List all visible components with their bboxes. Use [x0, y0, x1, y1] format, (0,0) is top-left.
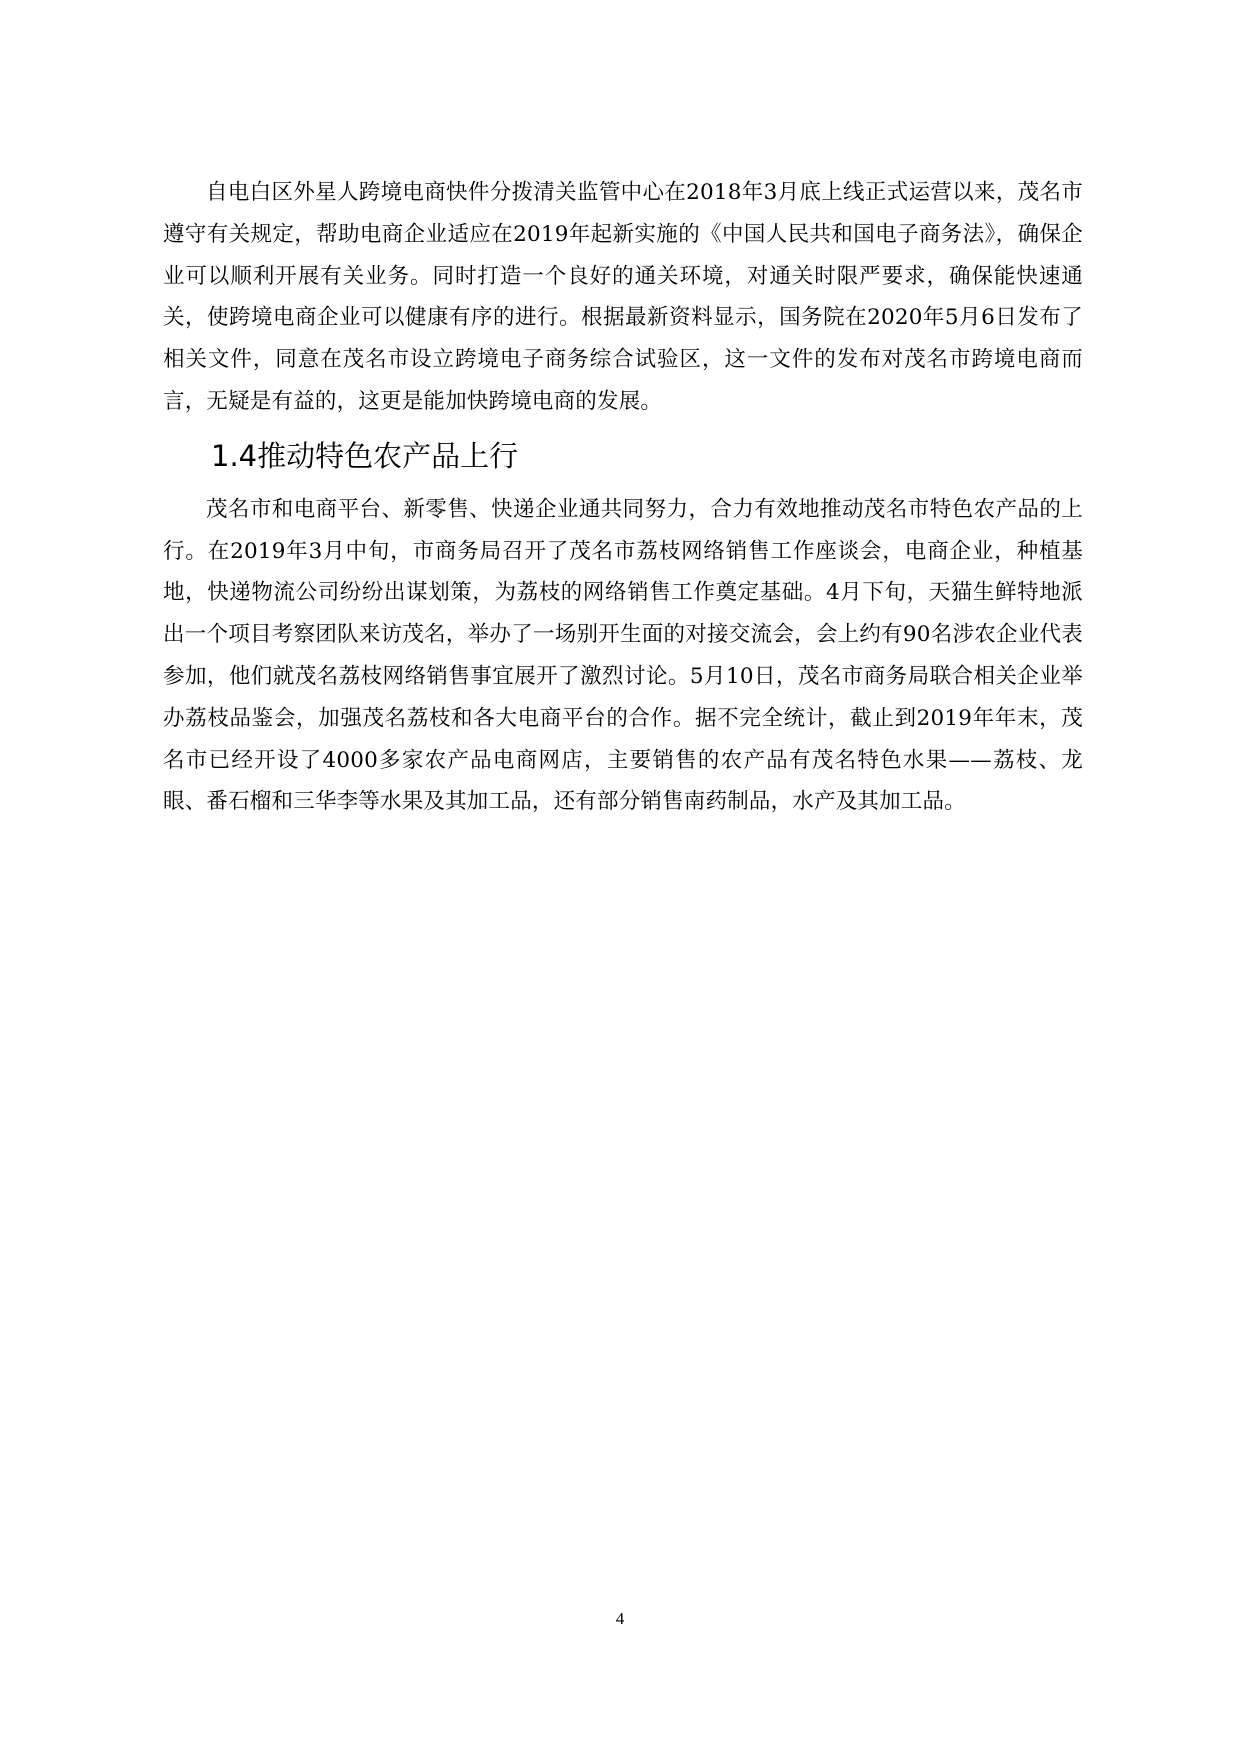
page-number: 4: [615, 1609, 625, 1628]
section-heading: 1.4推动特色农产品上行: [211, 438, 519, 473]
body-paragraph-customs-clearance: 自电白区外星人跨境电商快件分拨清关监管中心在2018年3月底上线正式运营以来，茂名市遵守有关规定，帮助电商企业适应在2019年起新实施的《中国人民共和国电子商务法》，确保企业可以顺利开展有关业务。同时打造一个良好的通关环境，对通关时限严要求，确保能快速通关，使跨境电商企业可以健康有序的进行。根据最新资料显示，国务院在2020年5月6日发布了相关文件，同意在茂名市设立跨境电子商务综合试验区，这一文件的发布对茂名市跨境电商而言，无疑是有益的，这更是能加快跨境电商的发展。: [163, 180, 1083, 414]
body-paragraph-agricultural-products: 茂名市和电商平台、新零售、快递企业通共同努力，合力有效地推动茂名市特色农产品的上行。在2019年3月中旬，市商务局召开了茂名市荔枝网络销售工作座谈会，电商企业，种植基地，快递物流公司纷纷出谋划策，为荔枝的网络销售工作奠定基础。4月下旬，天猫生鲜特地派出一个项目考察团队来访茂名，举办了一场别开生面的对接交流会，会上约有90名涉农企业代表参加，他们就茂名荔枝网络销售事宜展开了激烈讨论。5月10日，茂名市商务局联合相关企业举办荔枝品鉴会，加强茂名荔枝和各大电商平台的合作。据不完全统计，截止到2019年年末，茂名市已经开设了4000多家农产品电商网店，主要销售的农产品有茂名特色水果——荔枝、龙眼、番石榴和三华李等水果及其加工品，还有部分销售南药制品，水产及其加工品。: [163, 496, 1083, 815]
page-content: [163, 172, 1083, 823]
